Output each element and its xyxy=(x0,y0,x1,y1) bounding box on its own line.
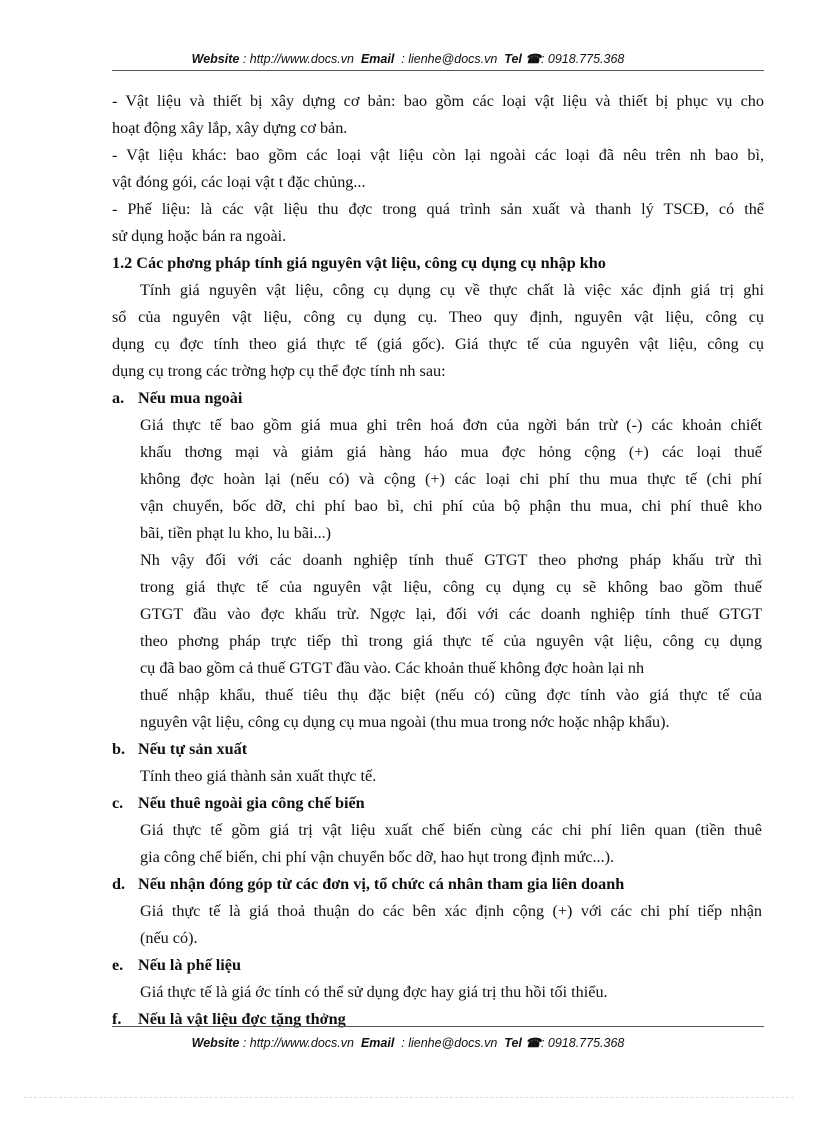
p1-line-2: hoạt động xây lắp, xây dựng cơ bản. xyxy=(112,119,348,137)
a-line-5: bãi, tiền phạt lu kho, lu bãi...) xyxy=(140,524,332,542)
footer-email-address: : lienhe@docs.vn xyxy=(401,1036,498,1050)
a-line-11: thuế nhập khẩu, thuế tiêu thụ đặc biệt (nếu có) cũng đợc tính vào giá thực tế của xyxy=(140,686,762,704)
item-a-title: Nếu mua ngoài xyxy=(138,389,243,407)
website-label: Website xyxy=(191,52,240,66)
e-line-1: Giá thực tế là giá ớc tính có thể sử dụng đợc hay giá trị thu hồi tối thiểu. xyxy=(140,983,608,1001)
email-address: : lienhe@docs.vn xyxy=(401,52,498,66)
item-d-label: d. xyxy=(112,875,126,893)
d-line-2: (nếu có). xyxy=(140,929,198,947)
a-line-12: nguyên vật liệu, công cụ dụng cụ mua ngoài (thu mua trong nớc hoặc nhập khẩu). xyxy=(140,713,670,731)
website-url: : http://www.docs.vn xyxy=(242,52,354,66)
p1-line-1: - Vật liệu và thiết bị xây dựng cơ bản: bao gồm các loại vật liệu và thiết bị phục vụ cho xyxy=(112,92,764,110)
p3-line-1: - Phế liệu: là các vật liệu thu đợc trong quá trình sản xuất và thanh lý TSCĐ, có thể xyxy=(112,200,764,218)
p4-line-1: Tính giá nguyên vật liệu, công cụ dụng cụ về thực chất là việc xác định giá trị ghi xyxy=(140,281,764,299)
page-footer xyxy=(0,1035,816,1050)
item-b-title: Nếu tự sản xuất xyxy=(138,740,248,758)
p4-line-2: sổ của nguyên vật liệu, công cụ dụng cụ. Theo quy định, nguyên vật liệu, công cụ xyxy=(112,308,764,326)
item-c-label: c. xyxy=(112,794,124,812)
email-label: Email xyxy=(360,52,395,66)
p2-line-2: vật đóng gói, các loại vật t đặc chủng... xyxy=(112,173,366,191)
page-header xyxy=(0,51,816,66)
a-line-9: theo phơng pháp trực tiếp thì trong giá thực tế của nguyên vật liệu, công cụ dụng xyxy=(140,632,762,650)
p4-line-4: dụng cụ trong các trờng hợp cụ thể đợc tính nh sau: xyxy=(112,362,446,380)
a-line-7: trong giá thực tế của nguyên vật liệu, công cụ dụng cụ sẽ không bao gồm thuế xyxy=(140,578,762,596)
c-line-2: gia công chế biến, chi phí vận chuyển bốc dỡ, hao hụt trong định mức...). xyxy=(140,848,615,866)
b-line-1: Tính theo giá thành sản xuất thực tế. xyxy=(140,767,377,785)
a-line-10: cụ đã bao gồm cả thuế GTGT đầu vào. Các khoản thuế không đợc hoàn lại nh xyxy=(140,659,645,677)
a-line-3: không đợc hoàn lại (nếu có) và cộng (+) các loại chi phí thu mua thực tế (chi phí xyxy=(140,470,762,488)
a-line-1: Giá thực tế bao gồm giá mua ghi trên hoá đơn của ngời bán trừ (-) các khoản chiết xyxy=(140,416,762,434)
page-bottom-edge xyxy=(24,1097,794,1098)
a-line-8: GTGT đầu vào đợc khấu trừ. Ngợc lại, đối với các doanh nghiệp tính thuế GTGT xyxy=(140,605,762,623)
footer-website-label: Website xyxy=(191,1036,240,1050)
item-a-label: a. xyxy=(112,389,125,407)
tel-label: Tel xyxy=(504,52,522,66)
a-line-4: vận chuyển, bốc dỡ, chi phí bao bì, chi phí của bộ phận thu mua, chi phí thuê kho xyxy=(140,497,762,515)
section-heading-1-2: 1.2 Các phơng pháp tính giá nguyên vật liệu, công cụ dụng cụ nhập kho xyxy=(112,254,606,272)
header-divider xyxy=(112,70,764,71)
item-e-heading xyxy=(112,955,241,975)
item-d-heading xyxy=(112,874,624,894)
tel-number: : 0918.775.368 xyxy=(540,52,625,66)
footer-website-url: : http://www.docs.vn xyxy=(242,1036,354,1050)
a-line-6: Nh vậy đối với các doanh nghiệp tính thuế GTGT theo phơng pháp khấu trừ thì xyxy=(140,551,762,569)
p2-line-1: - Vật liệu khác: bao gồm các loại vật liệu còn lại ngoài các loại đã nêu trên nh bao bì, xyxy=(112,146,764,164)
item-f-title: Nếu là vật liệu đợc tặng thởng xyxy=(138,1010,346,1028)
item-f-label: f. xyxy=(112,1010,122,1028)
footer-phone-icon: ☎ xyxy=(525,1036,541,1050)
item-e-title: Nếu là phế liệu xyxy=(138,956,241,974)
item-c-title: Nếu thuê ngoài gia công chế biến xyxy=(138,794,365,812)
item-b-label: b. xyxy=(112,740,126,758)
item-e-label: e. xyxy=(112,956,124,974)
footer-divider xyxy=(112,1026,764,1027)
item-c-heading xyxy=(112,793,365,813)
a-line-2: khấu thơng mại và giảm giá hàng háo mua đợc hỏng cộng (+) các loại thuế xyxy=(140,443,762,461)
footer-tel-number: : 0918.775.368 xyxy=(540,1036,625,1050)
footer-email-label: Email xyxy=(360,1036,395,1050)
item-a-heading xyxy=(112,388,242,408)
p3-line-2: sử dụng hoặc bán ra ngoài. xyxy=(112,227,287,245)
footer-tel-label: Tel xyxy=(504,1036,522,1050)
p4-line-3: dụng cụ đợc tính theo giá thực tế (giá gốc). Giá thực tế của nguyên vật liệu, công cụ xyxy=(112,335,764,353)
item-d-title: Nếu nhận đóng góp từ các đơn vị, tổ chức cá nhân tham gia liên doanh xyxy=(138,875,625,893)
c-line-1: Giá thực tế gồm giá trị vật liệu xuất chế biến cùng các chi phí liên quan (tiền thuê xyxy=(140,821,762,839)
phone-icon: ☎ xyxy=(525,52,541,66)
d-line-1: Giá thực tế là giá thoả thuận do các bên xác định cộng (+) với các chi phí tiếp nhận xyxy=(140,902,762,920)
item-b-heading xyxy=(112,739,247,759)
